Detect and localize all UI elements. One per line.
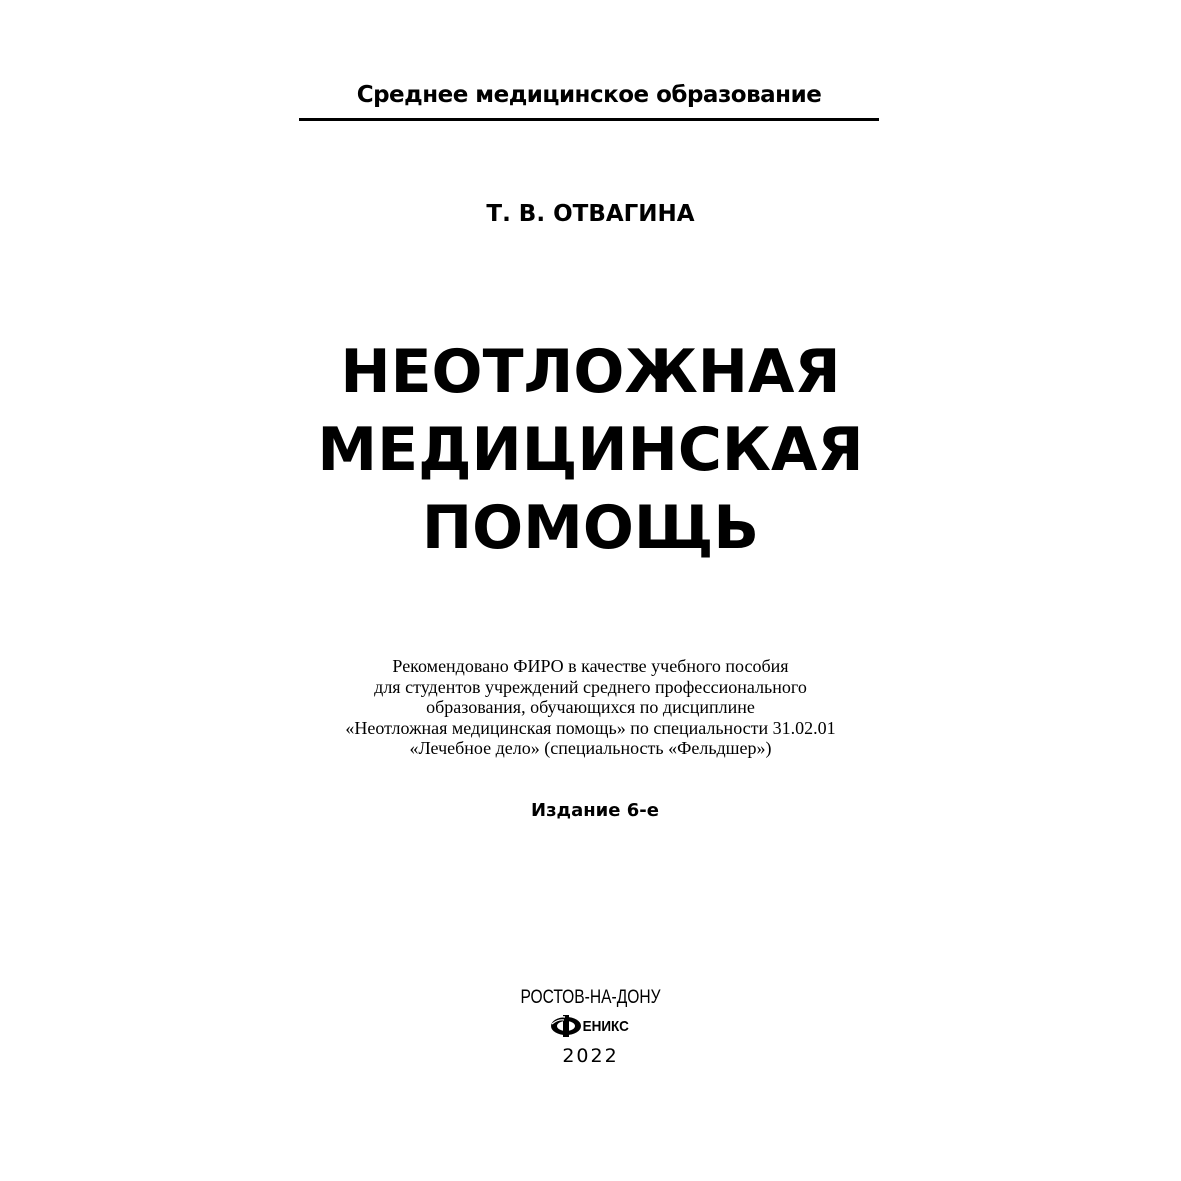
recommendation-line-3: образования, обучающихся по дисциплине [426, 697, 755, 717]
recommendation-line-2: для студентов учреждений среднего профессионального [374, 676, 807, 697]
recommendation-line-5: «Лечебное дело» (специальность «Фельдшер») [409, 738, 772, 758]
recommendation-line-4: «Неотложная медицинская помощь» по специальности 31.02.01 [345, 717, 836, 738]
recommendation-text [0, 656, 1181, 759]
book-title-line-1: НЕОТЛОЖНАЯ [340, 337, 841, 407]
publication-year: 2022 [562, 1045, 619, 1067]
publisher-city: РОСТОВ-НА-ДОНУ [520, 987, 661, 1008]
phoenix-logo-icon [549, 1014, 583, 1038]
publisher-name: ЕНИКС [582, 1017, 630, 1035]
edition-label: Издание 6-е [531, 800, 659, 821]
book-title-line-2: МЕДИЦИНСКАЯ [317, 415, 864, 485]
recommendation-line-1: Рекомендовано ФИРО в качестве учебного пособия [392, 656, 789, 676]
publisher-logo [549, 1013, 631, 1039]
series-title: Среднее медицинское образование [356, 82, 822, 108]
author-name: Т. В. ОТВАГИНА [486, 201, 695, 227]
book-title-line-3: ПОМОЩЬ [421, 493, 760, 563]
publisher-block [0, 985, 1181, 1069]
series-divider [299, 118, 879, 121]
book-title [0, 333, 1181, 567]
